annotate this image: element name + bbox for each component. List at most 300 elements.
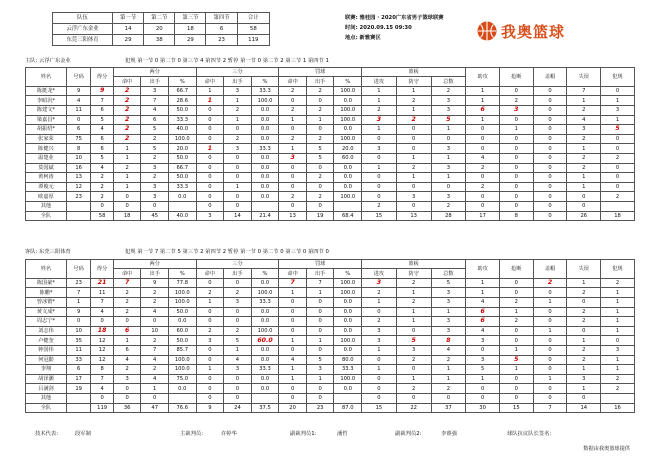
blocks: 1 <box>533 374 567 384</box>
total-rebounds: 2 <box>431 86 466 96</box>
def-rebounds: 0 <box>396 144 431 154</box>
fg2-attempts: 2 <box>141 365 169 375</box>
player-name: 陈国豪* <box>26 278 67 288</box>
fg3-attempts: 3 <box>224 86 252 96</box>
total-rebounds: 2 <box>431 384 466 394</box>
fg3-made: 0 <box>196 105 224 115</box>
blocks: 0 <box>533 115 567 125</box>
assists: 1 <box>466 115 500 125</box>
fg2-pct: 33.3 <box>169 182 197 192</box>
player-row <box>26 288 635 298</box>
turnovers: 1 <box>567 384 601 394</box>
fg2-pct: 100.0 <box>169 355 197 365</box>
blocks: 0 <box>533 211 567 221</box>
jersey-number: 10 <box>66 326 91 336</box>
column-header: 得分 <box>91 68 113 87</box>
ft-pct: 68.4 <box>334 211 362 221</box>
fg2-attempts: 2 <box>141 288 169 298</box>
column-sub-header: 出手 <box>141 269 169 278</box>
def-rebounds: 0 <box>396 201 431 211</box>
fouls: 2 <box>601 278 635 288</box>
turnovers: 1 <box>567 336 601 346</box>
turnovers: 1 <box>567 365 601 375</box>
player-row <box>26 182 635 192</box>
steals: 2 <box>499 96 533 106</box>
steals: 0 <box>499 86 533 96</box>
column-sub-header: % <box>169 77 197 86</box>
jersey-number: 0 <box>66 317 91 327</box>
assists: 0 <box>466 134 500 144</box>
turnovers: 1 <box>567 144 601 154</box>
fouls: 0 <box>601 86 635 96</box>
fg2-pct: 75.0 <box>169 374 197 384</box>
assists: 4 <box>466 153 500 163</box>
points: 0 <box>91 317 113 327</box>
fouls: 1 <box>601 288 635 298</box>
player-row <box>26 307 635 317</box>
off-rebounds: 0 <box>362 374 397 384</box>
ft-pct <box>334 201 362 211</box>
points: 5 <box>91 115 113 125</box>
off-rebounds: 1 <box>362 96 397 106</box>
ft-attempts: 0 <box>306 345 334 355</box>
fg2-pct: 50.0 <box>169 105 197 115</box>
fg2-made: 7 <box>113 278 141 288</box>
ft-attempts: 1 <box>306 288 334 298</box>
jersey-number: 9 <box>66 86 91 96</box>
steals: 1 <box>499 345 533 355</box>
def-rebounds: 1 <box>396 105 431 115</box>
def-rebounds: 0 <box>396 134 431 144</box>
fg2-pct: 77.8 <box>169 278 197 288</box>
turnovers: 1 <box>567 182 601 192</box>
player-name: 全队 <box>26 403 67 413</box>
fg3-attempts: 2 <box>224 326 252 336</box>
column-header: 犯规 <box>601 260 635 279</box>
fg2-pct: 85.7 <box>169 345 197 355</box>
column-sub-header: 命中 <box>279 269 307 278</box>
blocks: 0 <box>533 317 567 327</box>
ft-pct: 100.0 <box>334 278 362 288</box>
ft-attempts: 23 <box>306 403 334 413</box>
jersey-number: 23 <box>66 278 91 288</box>
ft-made: 2 <box>279 86 307 96</box>
ft-made: 1 <box>279 336 307 346</box>
column-sub-header: % <box>251 77 279 86</box>
points: 11 <box>91 288 113 298</box>
blocks: 0 <box>533 192 567 202</box>
fg3-pct <box>251 393 279 403</box>
player-name: 梁嘉昌* <box>26 115 67 125</box>
steals: 0 <box>499 336 533 346</box>
jersey-number: 13 <box>66 173 91 183</box>
ft-made: 0 <box>279 96 307 106</box>
turnovers: 0 <box>567 201 601 211</box>
blocks: 0 <box>533 173 567 183</box>
other-row <box>26 393 635 403</box>
def-rebounds: 1 <box>396 288 431 298</box>
fg3-pct: 0.0 <box>251 134 279 144</box>
fg2-pct: 40.0 <box>169 125 197 135</box>
fg2-attempts: 3 <box>141 163 169 173</box>
signature-footer <box>25 429 635 438</box>
turnovers: 1 <box>567 173 601 183</box>
fg2-attempts: 4 <box>141 105 169 115</box>
off-rebounds: 0 <box>362 134 397 144</box>
fg3-made: 1 <box>196 365 224 375</box>
home-box-score-table <box>25 67 635 221</box>
fg2-made: 2 <box>113 288 141 298</box>
fg3-made: 0 <box>196 278 224 288</box>
fg2-attempts: 4 <box>141 374 169 384</box>
assists: 1 <box>466 96 500 106</box>
ft-pct: 100.0 <box>334 192 362 202</box>
fg2-made: 4 <box>113 355 141 365</box>
fg2-attempts: 1 <box>141 384 169 394</box>
ft-made: 1 <box>279 374 307 384</box>
ft-pct: 87.0 <box>334 403 362 413</box>
jersey-number: 11 <box>66 345 91 355</box>
def-rebounds: 0 <box>396 326 431 336</box>
turnovers: 3 <box>567 374 601 384</box>
summary-header-cell: 第二节 <box>144 13 175 24</box>
assists: 0 <box>466 384 500 394</box>
ft-attempts: 5 <box>306 355 334 365</box>
assists: 0 <box>466 125 500 135</box>
def-rebounds: 1 <box>396 374 431 384</box>
jersey-number: 35 <box>66 336 91 346</box>
off-rebounds: 3 <box>362 336 397 346</box>
def-rebounds: 1 <box>396 317 431 327</box>
fouls: 5 <box>601 125 635 135</box>
player-name: 刘志伟 <box>26 326 67 336</box>
summary-header-cell: 第一节 <box>113 13 144 24</box>
assists: 1 <box>466 288 500 298</box>
fg2-made: 6 <box>113 326 141 336</box>
blocks: 0 <box>533 393 567 403</box>
steals: 1 <box>499 365 533 375</box>
column-header: 助攻 <box>466 68 500 87</box>
column-sub-header: % <box>169 269 197 278</box>
summary-cell: 18 <box>175 24 206 35</box>
ft-pct: 0.0 <box>334 125 362 135</box>
fg3-made: 3 <box>196 336 224 346</box>
turnovers: 2 <box>567 134 601 144</box>
ft-made: 0 <box>279 173 307 183</box>
fg2-made: 2 <box>113 86 141 96</box>
def-rebounds: 0 <box>396 393 431 403</box>
ft-attempts: 0 <box>306 182 334 192</box>
ft-attempts: 0 <box>306 326 334 336</box>
column-header: 失误 <box>567 68 601 87</box>
off-rebounds: 3 <box>362 326 397 336</box>
steals: 0 <box>499 144 533 154</box>
blocks: 1 <box>533 297 567 307</box>
points: 2 <box>91 192 113 202</box>
total-rebounds: 0 <box>431 393 466 403</box>
jersey-number: 10 <box>66 153 91 163</box>
turnovers: 2 <box>567 288 601 298</box>
player-row <box>26 134 635 144</box>
fg3-pct: 0.0 <box>251 384 279 394</box>
fg3-pct: 0.0 <box>251 307 279 317</box>
referee2-label: 副裁判员2: <box>395 431 422 437</box>
column-group-header: 篮板 <box>362 68 466 77</box>
ft-attempts: 0 <box>306 96 334 106</box>
column-sub-header: 出手 <box>306 77 334 86</box>
fouls: 18 <box>601 211 635 221</box>
ft-made: 0 <box>279 182 307 192</box>
ft-made: 4 <box>279 355 307 365</box>
steals: 0 <box>499 201 533 211</box>
ft-pct: 0.0 <box>334 317 362 327</box>
fg3-attempts: 4 <box>224 355 252 365</box>
column-sub-header: 进攻 <box>362 77 397 86</box>
fg2-attempts: 7 <box>141 96 169 106</box>
column-group-header: 两分 <box>113 260 196 269</box>
steals: 0 <box>499 182 533 192</box>
column-header: 号码 <box>66 68 91 87</box>
column-header: 得分 <box>91 260 113 279</box>
ft-attempts: 2 <box>306 134 334 144</box>
summary-row-home <box>53 24 270 35</box>
fg2-made: 2 <box>113 297 141 307</box>
league-name: 联赛: 雅桂园 · 2020广东省男子篮球联赛 <box>345 15 444 21</box>
def-rebounds: 2 <box>396 115 431 125</box>
fg3-attempts: 0 <box>224 278 252 288</box>
ft-made: 0 <box>279 201 307 211</box>
column-sub-header: 进攻 <box>362 269 397 278</box>
points: 6 <box>91 105 113 115</box>
fg2-attempts: 6 <box>141 115 169 125</box>
def-rebounds: 0 <box>396 125 431 135</box>
summary-cell: 38 <box>144 35 175 46</box>
player-name: 陈挺龙* <box>26 86 67 96</box>
column-sub-header: 命中 <box>279 77 307 86</box>
summary-row-away <box>53 35 270 46</box>
turnovers: 0 <box>567 297 601 307</box>
fg2-attempts: 2 <box>141 297 169 307</box>
jersey-number <box>66 201 91 211</box>
fg3-attempts: 2 <box>224 288 252 298</box>
jersey-number: 16 <box>66 163 91 173</box>
fg3-pct: 0.0 <box>251 317 279 327</box>
fg2-attempts: 0 <box>141 317 169 327</box>
ft-made: 0 <box>279 384 307 394</box>
ft-pct: 0.0 <box>334 345 362 355</box>
summary-header-row <box>53 13 270 24</box>
summary-cell: 29 <box>175 35 206 46</box>
ft-pct <box>334 393 362 403</box>
fg3-attempts: 1 <box>224 345 252 355</box>
ft-attempts: 0 <box>306 307 334 317</box>
fg2-pct: 0.0 <box>169 384 197 394</box>
off-rebounds: 0 <box>362 393 397 403</box>
off-rebounds: 1 <box>362 365 397 375</box>
points: 12 <box>91 355 113 365</box>
player-name: 胡泽灏 <box>26 374 67 384</box>
def-rebounds: 0 <box>396 365 431 375</box>
fouls: 1 <box>601 297 635 307</box>
fg3-attempts: 2 <box>224 134 252 144</box>
def-rebounds: 5 <box>396 336 431 346</box>
fg2-pct: 0.0 <box>169 192 197 202</box>
ft-made: 2 <box>279 192 307 202</box>
referee1-name: 潘哲 <box>337 431 348 437</box>
ft-attempts: 1 <box>306 115 334 125</box>
ft-made: 13 <box>279 211 307 221</box>
fg3-attempts: 14 <box>224 211 252 221</box>
fg3-made: 0 <box>196 192 224 202</box>
fg3-made: 0 <box>196 173 224 183</box>
fouls: 1 <box>601 317 635 327</box>
fg2-pct: 50.0 <box>169 153 197 163</box>
fg2-made: 0 <box>113 393 141 403</box>
steals: 8 <box>499 211 533 221</box>
column-header: 姓名 <box>26 68 67 87</box>
ft-pct: 0.0 <box>334 297 362 307</box>
blocks: 7 <box>533 403 567 413</box>
points: 2 <box>91 182 113 192</box>
blocks: 0 <box>533 345 567 355</box>
turnovers: 7 <box>567 86 601 96</box>
fg3-pct: 0.0 <box>251 192 279 202</box>
blocks: 0 <box>533 105 567 115</box>
player-name: 钟国伟 <box>26 345 67 355</box>
fg2-pct: 76.6 <box>169 403 197 413</box>
fouls: 1 <box>601 326 635 336</box>
player-name: 李昭汎* <box>26 96 67 106</box>
fg3-pct: 0.0 <box>251 153 279 163</box>
fg2-attempts: 0 <box>141 201 169 211</box>
home-team-header <box>25 57 635 65</box>
points: 4 <box>91 163 113 173</box>
fg3-attempts: 2 <box>224 105 252 115</box>
total-rebounds: 37 <box>431 403 466 413</box>
steals: 15 <box>499 403 533 413</box>
player-name: 吕满剑 <box>26 384 67 394</box>
ft-pct: 0.0 <box>334 163 362 173</box>
match-venue: 地点: 新雅赛区 <box>345 35 381 41</box>
points: 0 <box>91 393 113 403</box>
turnovers: 2 <box>567 163 601 173</box>
blocks: 0 <box>533 144 567 154</box>
ft-attempts: 0 <box>306 317 334 327</box>
fg3-attempts: 0 <box>224 307 252 317</box>
fg2-made: 1 <box>113 336 141 346</box>
jersey-number: 6 <box>66 365 91 375</box>
fg3-made: 0 <box>196 317 224 327</box>
def-rebounds: 22 <box>396 403 431 413</box>
jersey-number: 8 <box>66 144 91 154</box>
points: 7 <box>91 297 113 307</box>
blocks: 0 <box>533 86 567 96</box>
off-rebounds: 0 <box>362 182 397 192</box>
fg3-made: 0 <box>196 355 224 365</box>
ft-made: 0 <box>279 297 307 307</box>
steals: 0 <box>499 393 533 403</box>
def-rebounds: 0 <box>396 182 431 192</box>
blocks: 0 <box>533 163 567 173</box>
steals: 0 <box>499 384 533 394</box>
ft-pct: 80.0 <box>334 355 362 365</box>
ft-pct: 0.0 <box>334 384 362 394</box>
player-row <box>26 105 635 115</box>
def-rebounds: 3 <box>396 192 431 202</box>
blocks: 0 <box>533 153 567 163</box>
blocks: 0 <box>533 96 567 106</box>
off-rebounds: 3 <box>362 115 397 125</box>
player-row <box>26 365 635 375</box>
ft-made: 0 <box>279 125 307 135</box>
ft-pct: 100.0 <box>334 336 362 346</box>
column-sub-header: % <box>251 269 279 278</box>
player-name: 黄文成* <box>26 307 67 317</box>
fg3-pct: 0.0 <box>251 345 279 355</box>
column-group-header: 罚球 <box>279 260 362 269</box>
referee2-name: 李睿强 <box>441 431 457 437</box>
column-sub-header: 命中 <box>113 77 141 86</box>
fouls: 16 <box>601 403 635 413</box>
assists: 0 <box>466 192 500 202</box>
turnovers: 2 <box>567 317 601 327</box>
ft-pct: 20.0 <box>334 144 362 154</box>
player-row <box>26 173 635 183</box>
team-total-row <box>26 403 635 413</box>
steals: 0 <box>499 288 533 298</box>
fouls: 2 <box>601 384 635 394</box>
fouls: 0 <box>601 336 635 346</box>
total-rebounds: 3 <box>431 163 466 173</box>
fg3-pct: 0.0 <box>251 355 279 365</box>
tech-rep-label: 技术代表: <box>35 431 58 437</box>
fg3-attempts: 0 <box>224 163 252 173</box>
jersey-number: 17 <box>66 374 91 384</box>
off-rebounds: 15 <box>362 403 397 413</box>
turnovers: 0 <box>567 393 601 403</box>
points: 2 <box>91 173 113 183</box>
blocks: 0 <box>533 182 567 192</box>
fg2-made: 1 <box>113 144 141 154</box>
blocks: 0 <box>533 201 567 211</box>
fg2-pct: 50.0 <box>169 173 197 183</box>
jersey-number <box>66 403 91 413</box>
ft-pct: 100.0 <box>334 115 362 125</box>
column-header: 抢断 <box>499 68 533 87</box>
fg2-attempts: 45 <box>141 211 169 221</box>
fg2-attempts: 4 <box>141 307 169 317</box>
fg3-made: 0 <box>196 345 224 355</box>
total-rebounds: 1 <box>431 125 466 135</box>
fg2-pct: 40.0 <box>169 211 197 221</box>
summary-cell: 119 <box>237 35 269 46</box>
off-rebounds: 1 <box>362 163 397 173</box>
fg2-attempts: 3 <box>141 86 169 96</box>
fg3-pct: 33.3 <box>251 365 279 375</box>
fg3-pct: 0.0 <box>251 115 279 125</box>
captain-signature-label: 球队抗议队长签名: <box>507 431 552 437</box>
fg2-made: 1 <box>113 182 141 192</box>
ft-attempts: 2 <box>306 192 334 202</box>
fg2-attempts: 10 <box>141 326 169 336</box>
turnovers: 0 <box>567 192 601 202</box>
fg3-attempts: 1 <box>224 115 252 125</box>
player-name: 黄柯涛 <box>26 173 67 183</box>
ft-attempts: 2 <box>306 173 334 183</box>
fouls: 0 <box>601 173 635 183</box>
player-row <box>26 278 635 288</box>
summary-cell: 东莞三阳体育 <box>53 35 113 46</box>
